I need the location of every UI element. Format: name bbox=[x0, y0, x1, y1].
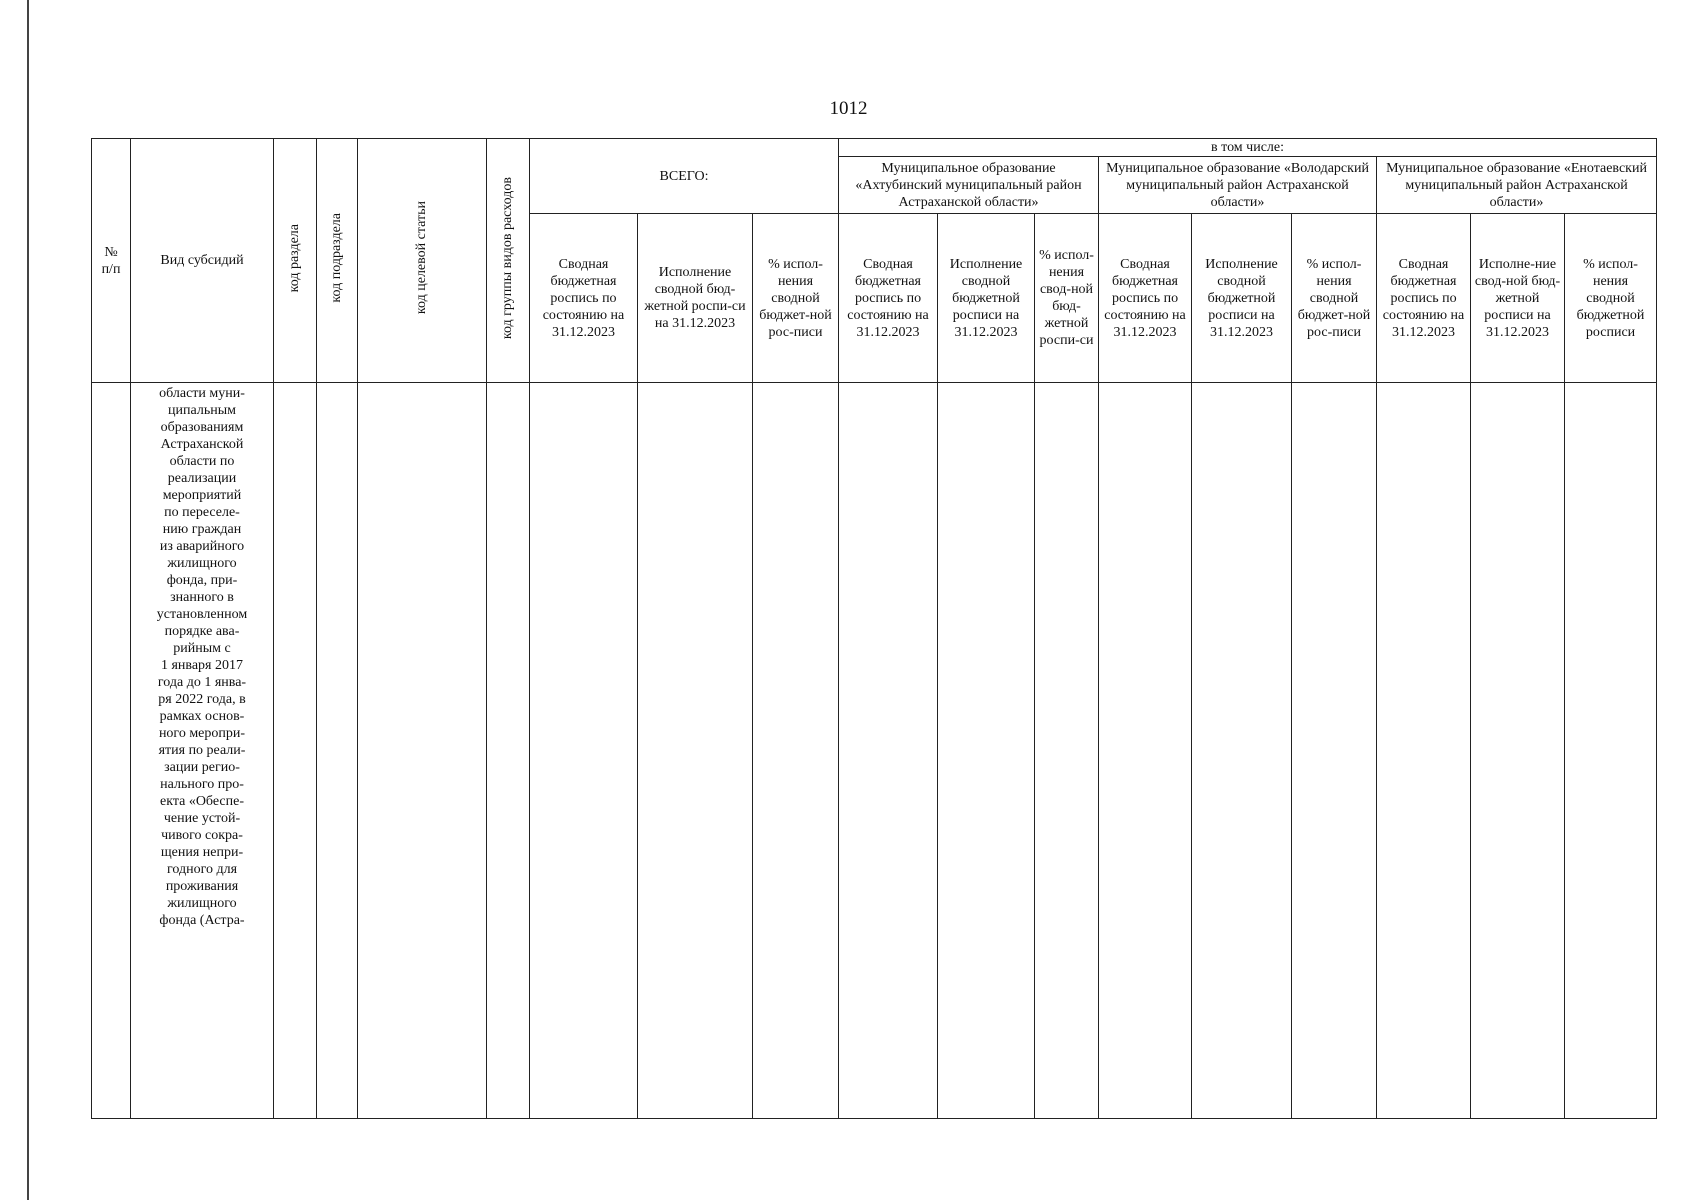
header-muni3-execution: Исполне-ние свод-ной бюд-жетной росписи на 31.12.2023 bbox=[1471, 214, 1565, 383]
header-including: в том числе: bbox=[839, 139, 1657, 157]
cell-muni2-percent bbox=[1292, 383, 1377, 1119]
page-number: 1012 bbox=[829, 98, 868, 119]
header-muni2-percent: % испол-нения сводной бюджет-ной рос-писи bbox=[1292, 214, 1377, 383]
cell-expense-group-code bbox=[487, 383, 530, 1119]
cell-total-percent bbox=[753, 383, 839, 1119]
header-municipality-volodarsky: Муниципальное образование «Володарский муниципальный район Астраханской области» bbox=[1099, 157, 1377, 214]
header-total-execution: Исполнение сводной бюд-жетной роспи-си на 31.12.2023 bbox=[638, 214, 753, 383]
header-total-percent: % испол-нения сводной бюджет-ной рос-писи bbox=[753, 214, 839, 383]
header-total-plan: Сводная бюджетная роспись по состоянию на 31.12.2023 bbox=[530, 214, 638, 383]
cell-total-plan bbox=[530, 383, 638, 1119]
header-expense-group-code: код группы видов расходов bbox=[487, 139, 530, 383]
cell-muni1-execution bbox=[938, 383, 1035, 1119]
cell-muni3-plan bbox=[1377, 383, 1471, 1119]
cell-target-article-code bbox=[358, 383, 487, 1119]
header-muni3-plan: Сводная бюджетная роспись по состоянию на 31.12.2023 bbox=[1377, 214, 1471, 383]
cell-muni2-execution bbox=[1192, 383, 1292, 1119]
table-row bbox=[92, 383, 1657, 1119]
cell-row-number bbox=[92, 383, 131, 1119]
cell-muni2-plan bbox=[1099, 383, 1192, 1119]
header-total: ВСЕГО: bbox=[530, 139, 839, 214]
header-target-article-code: код целевой статьи bbox=[358, 139, 487, 383]
cell-section-code bbox=[274, 383, 317, 1119]
header-muni2-plan: Сводная бюджетная роспись по состоянию на 31.12.2023 bbox=[1099, 214, 1192, 383]
header-muni2-execution: Исполнение сводной бюджетной росписи на 31.12.2023 bbox=[1192, 214, 1292, 383]
cell-subsidy-description: области муни- ципальным образованиям Астраханской области по реализации мероприятий по переселе- нию граждан из аварийного жилищного фонда, при- знанного в установленном порядке ава- рийным с 1 января 2017 года до 1 янва- ря 2022 года, в рамках основ- ного меропри- ятия по реали- зации регио- нального про- екта «Обеспе- чение устой- чивого сокра- щения непри- годного для проживания жилищного фонда (Астра- bbox=[131, 383, 274, 1119]
header-muni1-percent: % испол-нения свод-ной бюд-жетной роспи-си bbox=[1035, 214, 1099, 383]
cell-muni1-plan bbox=[839, 383, 938, 1119]
header-municipality-akhtubinsky: Муниципальное образование «Ахтубинский муниципальный район Астраханской области» bbox=[839, 157, 1099, 214]
header-subsidy-type: Вид субсидий bbox=[131, 139, 274, 383]
cell-muni1-percent bbox=[1035, 383, 1099, 1119]
cell-subsection-code bbox=[317, 383, 358, 1119]
cell-muni3-percent bbox=[1565, 383, 1657, 1119]
cell-total-execution bbox=[638, 383, 753, 1119]
header-muni3-percent: % испол-нения сводной бюджетной росписи bbox=[1565, 214, 1657, 383]
header-section-code: код раздела bbox=[274, 139, 317, 383]
header-row-number: № п/п bbox=[92, 139, 131, 383]
page-binding-line bbox=[27, 0, 29, 1200]
header-subsection-code: код подраздела bbox=[317, 139, 358, 383]
header-muni1-execution: Исполнение сводной бюджетной росписи на 31.12.2023 bbox=[938, 214, 1035, 383]
header-muni1-plan: Сводная бюджетная роспись по состоянию на 31.12.2023 bbox=[839, 214, 938, 383]
subsidy-execution-table bbox=[91, 138, 1657, 1119]
cell-muni3-execution bbox=[1471, 383, 1565, 1119]
header-municipality-enotaevsky: Муниципальное образование «Енотаевский муниципальный район Астраханской области» bbox=[1377, 157, 1657, 214]
